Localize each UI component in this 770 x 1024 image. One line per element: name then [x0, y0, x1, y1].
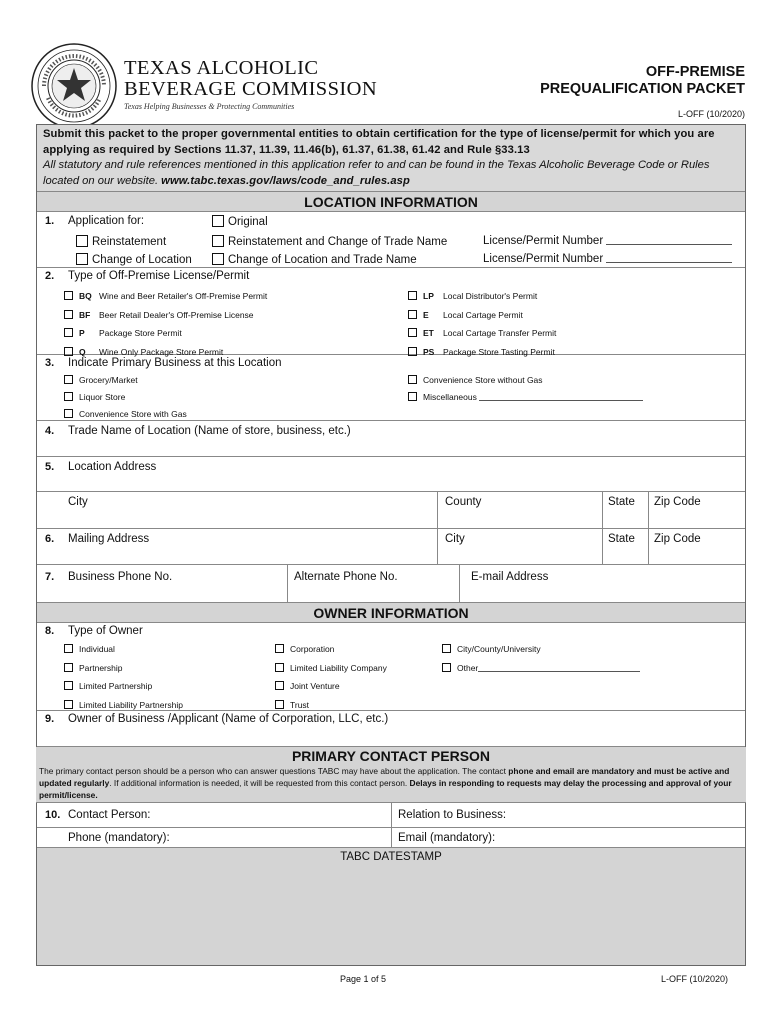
checkbox-icon[interactable] — [64, 681, 73, 690]
permit-code: E — [423, 309, 429, 320]
q10-contact-person — [37, 803, 745, 828]
permit-code: ET — [423, 328, 434, 338]
checkbox-icon[interactable] — [64, 310, 73, 319]
checkbox-icon[interactable] — [275, 663, 284, 672]
q9-label: Owner of Business /Applicant (Name of Corporation, LLC, etc.) — [68, 713, 389, 725]
owner-type-col1 — [64, 640, 183, 714]
other-line[interactable] — [478, 662, 640, 672]
packet-title-line2: PREQUALIFICATION PACKET — [540, 81, 745, 97]
intro-bold-text: Submit this packet to the proper governmental entities to obtain certification for the type of license/permit for which you are applying as required by Sections 11.37, 11.39, 11.46(b), 61.37, 61.38, 61.42 and Rule §33.13 — [43, 128, 715, 156]
q6-city-field[interactable]: City — [445, 533, 465, 545]
intro-italic-line — [43, 158, 739, 189]
owner-option[interactable] — [64, 677, 183, 696]
checkbox-icon[interactable] — [212, 253, 224, 265]
divider — [391, 803, 392, 827]
q6-mailing-address — [37, 529, 745, 565]
q6-state-field[interactable]: State — [608, 533, 635, 545]
contact-person-field[interactable]: Contact Person: — [68, 809, 151, 821]
owner-option-label: Trust — [290, 699, 310, 710]
reinstatement-change-name-checkbox[interactable] — [212, 235, 447, 248]
owner-option[interactable] — [275, 640, 387, 659]
q4-trade-name[interactable] — [37, 421, 745, 457]
divider — [648, 492, 649, 528]
conv-no-gas-option[interactable] — [408, 372, 643, 389]
owner-type-col2 — [275, 640, 387, 714]
datestamp-label: TABC DATESTAMP — [340, 851, 442, 863]
divider — [602, 529, 603, 564]
divider — [602, 492, 603, 528]
agency-name — [124, 58, 377, 100]
permit-option[interactable] — [408, 306, 556, 325]
business-list-right — [408, 372, 643, 406]
location-section-heading: LOCATION INFORMATION — [37, 192, 745, 212]
contact-note-part2: phone and email are mandatory and must be active and updated regularly — [39, 766, 730, 788]
intro-italic-text: All statutory and rule references mentioned in this application refer to and can be found in the Texas Alcoholic Beverage Code or Rules located on our website. — [43, 159, 710, 187]
divider — [437, 529, 438, 564]
permit-option[interactable] — [64, 324, 267, 343]
q3-number: 3. — [45, 357, 55, 369]
permit-code: PS — [423, 346, 435, 357]
permit-name: Local Cartage Transfer Permit — [443, 328, 557, 338]
permit-list-left — [64, 287, 267, 361]
q9-number: 9. — [45, 713, 55, 725]
misc-option[interactable] — [408, 389, 643, 406]
form-number-header: L-OFF (10/2020) — [677, 109, 745, 119]
q6-number: 6. — [45, 533, 55, 545]
owner-option[interactable] — [64, 659, 183, 678]
permit-code: BQ — [79, 291, 92, 301]
license-number-field-2[interactable] — [483, 253, 732, 265]
page-header — [30, 42, 745, 124]
checkbox-icon[interactable] — [76, 253, 88, 265]
checkbox-icon[interactable] — [275, 644, 284, 653]
owner-option-label: Individual — [79, 644, 115, 654]
permit-list-right — [408, 287, 556, 361]
liquor-label: Liquor Store — [79, 392, 126, 402]
checkbox-icon[interactable] — [275, 681, 284, 690]
q1-number: 1. — [45, 215, 55, 227]
contact-phone-field[interactable]: Phone (mandatory): — [68, 832, 170, 844]
q10-number: 10. — [45, 809, 61, 821]
checkbox-icon[interactable] — [408, 291, 417, 300]
conv-no-gas-label: Convenience Store without Gas — [423, 375, 543, 385]
change-location-name-label: Change of Location and Trade Name — [228, 254, 417, 266]
license-number-label-2: License/Permit Number — [483, 253, 604, 265]
license-number-line-1[interactable] — [606, 235, 732, 245]
q8-label: Type of Owner — [68, 625, 143, 637]
q5-number: 5. — [45, 461, 55, 473]
q2-label: Type of Off-Premise License/Permit — [68, 270, 250, 282]
checkbox-icon[interactable] — [76, 235, 88, 247]
permit-code: LP — [423, 291, 434, 301]
q7-phone-email — [37, 565, 745, 603]
divider — [391, 828, 392, 847]
owner-option[interactable] — [64, 640, 183, 659]
agency-name-line1: TEXAS ALCOHOLIC — [124, 57, 319, 79]
owner-option[interactable] — [442, 659, 640, 678]
checkbox-icon[interactable] — [442, 644, 451, 653]
checkbox-icon[interactable] — [212, 215, 224, 227]
checkbox-icon[interactable] — [64, 663, 73, 672]
checkbox-icon[interactable] — [64, 644, 73, 653]
divider — [648, 529, 649, 564]
permit-option[interactable] — [408, 287, 556, 306]
packet-title-line1: OFF-PREMISE — [645, 64, 745, 80]
checkbox-icon[interactable] — [212, 235, 224, 247]
q6-label[interactable]: Mailing Address — [68, 533, 150, 545]
original-checkbox[interactable] — [212, 215, 268, 228]
misc-label: Miscellaneous — [423, 392, 477, 402]
checkbox-icon[interactable] — [64, 291, 73, 300]
q2-license-type — [37, 268, 745, 355]
permit-code: P — [79, 328, 85, 338]
contact-section-header — [36, 747, 746, 803]
q5-city-row — [37, 491, 745, 529]
checkbox-icon[interactable] — [408, 310, 417, 319]
grocery-label: Grocery/Market — [79, 375, 138, 385]
permit-name: Local Distributor's Permit — [443, 291, 538, 301]
permit-name: Wine and Beer Retailer's Off-Premise Permit — [99, 291, 268, 301]
tabc-seal-logo — [30, 42, 118, 130]
owner-type-col3 — [442, 640, 640, 677]
page-number: Page 1 of 5 — [340, 974, 387, 984]
checkbox-icon[interactable] — [64, 392, 73, 401]
owner-option-label: City/County/University — [457, 644, 541, 654]
contact-note-part3: . If additional information is needed, it will be requested from this contact person. — [109, 778, 410, 788]
divider — [287, 565, 288, 602]
agency-name-line2: BEVERAGE COMMISSION — [124, 78, 378, 100]
owner-option-label: Partnership — [79, 662, 123, 673]
checkbox-icon[interactable] — [408, 392, 417, 401]
tabc-datestamp-box — [37, 848, 745, 965]
reinstatement-change-name-label: Reinstatement and Change of Trade Name — [228, 236, 448, 248]
q5-county-field[interactable]: County — [445, 496, 482, 508]
divider — [459, 565, 460, 602]
reinstatement-label: Reinstatement — [92, 236, 167, 248]
website-link[interactable]: www.tabc.texas.gov/laws/code_and_rules.asp — [161, 174, 410, 187]
q5-zip-field[interactable]: Zip Code — [654, 496, 701, 508]
q4-label: Trade Name of Location (Name of store, business, etc.) — [68, 425, 351, 437]
license-number-field-1[interactable] — [483, 235, 732, 247]
business-phone-field[interactable]: Business Phone No. — [68, 571, 173, 583]
checkbox-icon[interactable] — [64, 328, 73, 337]
license-number-line-2[interactable] — [606, 253, 732, 263]
contact-note-part1: The primary contact person should be a person who can answer questions TABC may have about the application. The contact — [39, 766, 509, 776]
contact-note-part4: Delays in responding to requests may delay the processing and approval of your permit/license. — [39, 778, 732, 800]
owner-option-label: Corporation — [290, 644, 335, 654]
q5-state-field[interactable]: State — [608, 496, 635, 508]
owner-option[interactable] — [275, 659, 387, 678]
owner-option-label: Other — [457, 662, 479, 673]
original-label: Original — [228, 216, 268, 228]
q10-phone-email — [37, 828, 745, 848]
q4-number: 4. — [45, 425, 55, 437]
checkbox-icon[interactable] — [275, 700, 284, 709]
change-location-label: Change of Location — [92, 254, 192, 266]
owner-option[interactable] — [442, 640, 640, 659]
reinstatement-checkbox[interactable] — [76, 235, 166, 248]
alt-phone-field[interactable]: Alternate Phone No. — [294, 571, 398, 583]
q2-number: 2. — [45, 270, 55, 282]
checkbox-icon[interactable] — [408, 375, 417, 384]
q8-number: 8. — [45, 625, 55, 637]
owner-section-heading: OWNER INFORMATION — [37, 603, 745, 623]
q1-label: Application for: — [68, 215, 145, 227]
email-field[interactable]: E-mail Address — [471, 571, 549, 583]
q3-primary-business — [37, 355, 745, 421]
owner-option[interactable] — [275, 677, 387, 696]
checkbox-icon[interactable] — [64, 375, 73, 384]
q1-application-for — [37, 212, 745, 268]
permit-code: Q — [79, 346, 86, 357]
checkbox-icon[interactable] — [408, 328, 417, 337]
conv-gas-label: Convenience Store with Gas — [79, 409, 187, 419]
contact-section-heading: PRIMARY CONTACT PERSON — [291, 748, 491, 764]
packet-title — [540, 64, 745, 98]
q5-label: Location Address — [68, 461, 157, 473]
application-form — [36, 124, 746, 966]
checkbox-icon[interactable] — [64, 700, 73, 709]
change-location-checkbox[interactable] — [76, 253, 192, 266]
q9-owner-name[interactable] — [37, 711, 745, 747]
q8-owner-type — [37, 623, 745, 711]
intro-instructions — [37, 125, 745, 192]
q7-number: 7. — [45, 571, 55, 583]
permit-name: Wine Only Package Store Permit — [99, 346, 224, 357]
checkbox-icon[interactable] — [442, 663, 451, 672]
permit-code: BF — [79, 309, 91, 320]
owner-option-label: Limited Liability Company — [290, 662, 387, 673]
permit-option[interactable] — [64, 306, 267, 325]
permit-name: Local Cartage Permit — [443, 309, 523, 320]
permit-option[interactable] — [408, 324, 556, 343]
change-location-name-checkbox[interactable] — [212, 253, 417, 266]
permit-name: Package Store Tasting Permit — [443, 346, 555, 357]
business-list-left — [64, 372, 187, 423]
q3-label: Indicate Primary Business at this Location — [68, 357, 282, 369]
agency-tagline: Texas Helping Businesses & Protecting Communities — [124, 102, 295, 111]
owner-option-label: Joint Venture — [290, 681, 340, 691]
form-number-footer: L-OFF (10/2020) — [660, 974, 728, 984]
q6-zip-field[interactable]: Zip Code — [654, 533, 701, 545]
contact-email-field[interactable]: Email (mandatory): — [398, 832, 496, 844]
divider — [437, 492, 438, 528]
contact-note — [36, 765, 746, 801]
relation-field[interactable]: Relation to Business: — [398, 809, 507, 821]
owner-option-label: Limited Liability Partnership — [79, 699, 183, 710]
misc-line[interactable] — [479, 391, 643, 401]
checkbox-icon[interactable] — [64, 409, 73, 418]
permit-option[interactable] — [64, 287, 267, 306]
q5-city-field[interactable]: City — [68, 496, 88, 508]
liquor-option[interactable] — [64, 389, 187, 406]
grocery-option[interactable] — [64, 372, 187, 389]
permit-name: Beer Retail Dealer's Off-Premise License — [99, 309, 254, 320]
license-number-label-1: License/Permit Number — [483, 235, 604, 247]
q5-location-address[interactable] — [37, 457, 745, 491]
owner-option-label: Limited Partnership — [79, 681, 153, 691]
permit-name: Package Store Permit — [99, 328, 182, 338]
